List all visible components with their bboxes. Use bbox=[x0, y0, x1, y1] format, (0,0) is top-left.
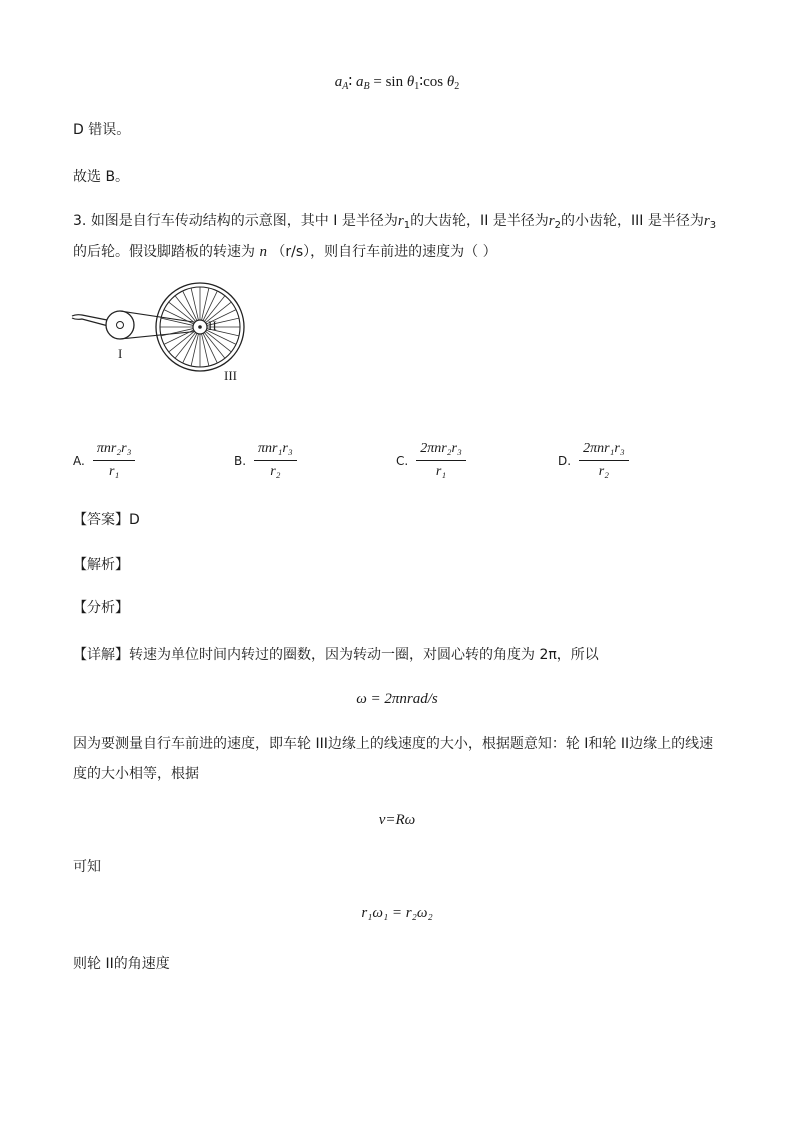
option-d-wrong-line: D 错误。 bbox=[73, 122, 131, 138]
wheel-spoke bbox=[169, 331, 195, 352]
label-III: III bbox=[224, 368, 237, 383]
wheel-spoke bbox=[169, 302, 195, 323]
answer-line: 【答案】D bbox=[73, 512, 140, 528]
wheel-spoke bbox=[205, 331, 231, 352]
omega-equation: ω = 2πnrad/s bbox=[356, 691, 438, 707]
option-c-fraction: $\frac{\text{2πnr₂r₃}}{\text{r₁}}$ bbox=[416, 440, 466, 481]
label-II: II bbox=[208, 318, 217, 333]
wheel-spoke bbox=[175, 296, 196, 322]
option-d-fraction: $\frac{\text{2πnr₁r₃}}{\text{r₂}}$ bbox=[579, 440, 629, 481]
choose-b-line: 故选 B。 bbox=[73, 169, 130, 185]
option-c[interactable]: C. $\frac{\text{2πnr₂r₃}}{\text{r₁}}$ bbox=[396, 440, 466, 481]
analysis-heading: 【解析】 bbox=[73, 557, 129, 573]
wheel-spoke bbox=[204, 332, 225, 358]
paragraph-line-2: 度的大小相等，根据 bbox=[73, 766, 199, 782]
wheel-spoke bbox=[175, 332, 196, 358]
r-omega-equation: r₁ω₁ = r₂ω₂ bbox=[361, 905, 433, 921]
kezhi-line: 可知 bbox=[73, 859, 101, 875]
last-line: 则轮 II的角速度 bbox=[73, 956, 170, 972]
velocity-equation: v=Rω bbox=[378, 812, 416, 828]
pedal-crank bbox=[72, 315, 112, 321]
ratio-equation: $a_A∶$ $a_B = \sin$ $\theta_1∶\cos$ $\theta_2$ bbox=[334, 74, 460, 92]
paragraph-line-1: 因为要测量自行车前进的速度，即车轮 III边缘上的线速度的大小，根据题意知：轮 I和轮 II边缘上的线速 bbox=[73, 736, 714, 752]
fenxi-heading: 【分析】 bbox=[73, 600, 129, 616]
option-b-fraction: $\frac{\text{πnr₁r₃}}{\text{r₂}}$ bbox=[254, 440, 297, 481]
detail-line: 【详解】转速为单位时间内转过的圈数，因为转动一圈，对圆心转的角度为 2π，所以 bbox=[73, 647, 599, 663]
option-d[interactable]: D. $\frac{\text{2πnr₁r₃}}{\text{r₂}}$ bbox=[558, 440, 629, 481]
bicycle-transmission-figure bbox=[68, 278, 258, 388]
option-a[interactable]: A. $\frac{\text{πnr₂r₃}}{\text{r₁}}$ bbox=[73, 440, 135, 481]
option-b[interactable]: B. $\frac{\text{πnr₁r₃}}{\text{r₂}}$ bbox=[234, 440, 297, 481]
option-a-fraction: $\frac{\text{πnr₂r₃}}{\text{r₁}}$ bbox=[93, 440, 136, 481]
question-number: 3. bbox=[73, 213, 87, 229]
question-line-2: 的后轮。假设脚踏板的转速为 n （r/s），则自行车前进的速度为（ ） bbox=[73, 244, 497, 260]
question-line-1: 3. 如图是自行车传动结构的示意图，其中 I 是半径为$r_1$的大齿轮，II 是半径为$r_2$的小齿轮，III 是半径为$r_3$ bbox=[73, 213, 717, 231]
label-I: I bbox=[118, 346, 123, 361]
